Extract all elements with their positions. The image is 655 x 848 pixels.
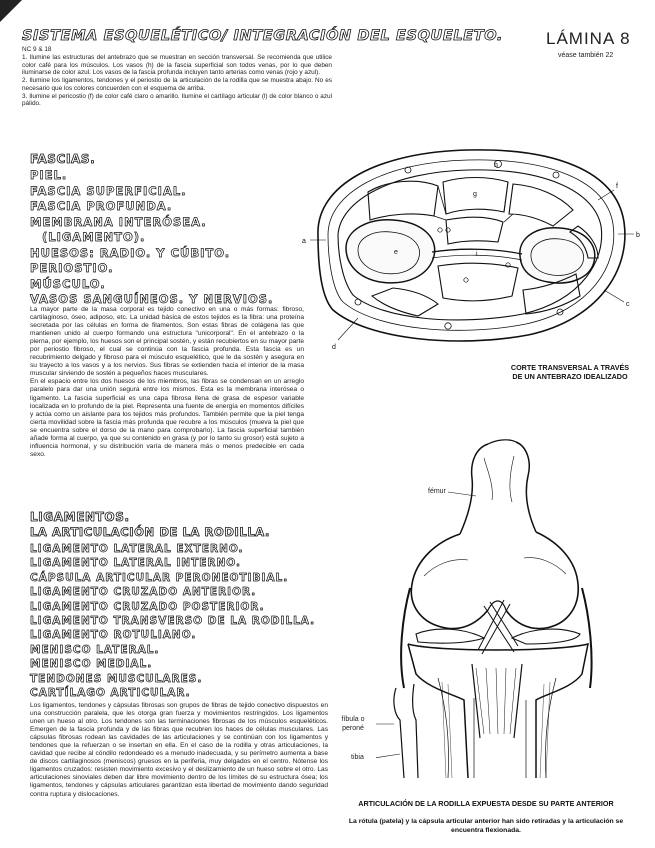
fascias-paragraph-1: La mayor parte de la masa corporal es tejido conectivo en una o más formas: fibroso, cartilaginoso, óseo, adiposo, etc. La unidad básica de estos tejidos es la fibra: una proteína secretada por las células en forma de filamentos. Son estas fibras de colágena las que mantienen unido al cuerpo formando una estructura "unicorporal". En el antebrazo o la pierna, por ejemplo, los huesos son el principal sostén, y están recubiertos en su mayor parte por periostio fibroso, el cual se continúa con la fascia profunda. Esta fascia es un recubrimiento delgado y fibroso para el músculo esquelético, que le da sostén y asegura en su trayecto a los vasos y a los nervios. Sus fibras se extienden hacia el interior de la masa muscular sirviendo de sostén a pequeños haces musculares.: [30, 306, 304, 378]
fascias-text: [30, 306, 304, 459]
lig-item-rotuliano: LIGAMENTO ROTULIANO.: [30, 629, 197, 642]
cross-label-g: g: [473, 191, 477, 198]
fascias-item-musculo: MÚSCULO.: [30, 276, 106, 291]
label-fibula: fíbula o peroné: [341, 716, 365, 732]
fascias-list: [30, 168, 273, 308]
ligamentos-paragraph-1: Los ligamentos, tendones y cápsulas fibrosas son grupos de fibras de tejido conectivo dispuestos en una construcción paralela, que les otorga gran fuerza y movimientos restringidos. Los ligamentos unen un hueso al otro. Los tendones son las terminaciones fibrosas de los músculos esqueléticos. Emergen de la fascia profunda y de las fibras que recubren los haces de células musculares. Las cápsulas fibrosas rodean las cavidades de las articulaciones y se continúan con los ligamentos y tendones que la refuerzan o se insertan en ella. En el caso de la rodilla y otras articulaciones, la cavidad que recibe al cóndilo redondeado es a menudo inadecuada, y su perímetro aumenta a base de discos cartilaginosos (meniscos) gruesos en la periferia, muy delgados en el centro. Nótense los ligamentos cruzados: resisten movimiento excesivo y el deslizamiento de un hueso sobre el otro. Las articulaciones sinoviales deben dar libre movimiento dentro de los límites de su estructura ósea; los ligamentos, tendones y cápsulas articulares garantizan esta libertad de movimiento dando seguridad contra ruptura y dislocaciones.: [30, 702, 328, 798]
knee-heading: LA ARTICULACIÓN DE LA RODILLA.: [30, 525, 270, 539]
label-femur: fémur: [428, 488, 446, 495]
instruction-3: 3. Ilumine el pericostio (f) de color café claro o amarillo. Ilumine el cartílago articular (l) de color blanco o azul pálido.: [22, 92, 332, 108]
fascias-item-huesos: HUESOS: RADIO. Y CÚBITO.: [30, 245, 231, 260]
cross-label-a: a: [302, 238, 306, 245]
lig-item-cruzado-anterior: LIGAMENTO CRUZADO ANTERIOR.: [30, 586, 257, 599]
label-tibia: tibia: [351, 754, 364, 761]
cross-label-d: d: [332, 344, 336, 351]
instructions-code: NC 9 & 18: [22, 46, 52, 53]
instruction-1: 1. Ilumine las estructuras del antebrazo que se muestran en sección transversal. Se recomienda que utilice color café para los músculos. Los vasos (h) de la fascia superficial son todos venas, por lo que deben iluminarse de color azul. Los vasos de la fascia profunda incluyen tanto arterias como venas (rojo y azul).: [22, 54, 332, 77]
lig-item-menisco-medial: MENISCO MEDIAL.: [30, 658, 153, 671]
lig-item-cartilago: CARTÍLAGO ARTICULAR.: [30, 687, 191, 700]
knee-joint-figure: [376, 438, 626, 790]
fascias-item-piel: PIEL.: [30, 168, 68, 182]
lig-item-transverso: LIGAMENTO TRANSVERSO DE LA RODILLA.: [30, 615, 316, 628]
cross-section-caption: CORTE TRANSVERSAL A TRAVÉS DE UN ANTEBRAZO IDEALIZADO: [510, 363, 630, 381]
lig-item-capsula: CÁPSULA ARTICULAR PERONEOTIBIAL.: [30, 571, 289, 584]
lig-item-lateral-interno: LIGAMENTO LATERAL INTERNO.: [30, 557, 241, 570]
ligamentos-list: [30, 542, 315, 700]
instructions-block: [22, 46, 332, 108]
cross-label-c: c: [626, 301, 630, 308]
cross-label-e: e: [394, 249, 398, 256]
cross-label-h: h: [494, 162, 498, 169]
fascias-item-ligamento: (LIGAMENTO).: [42, 230, 146, 244]
cross-label-f: f: [616, 183, 618, 190]
forearm-cross-section-figure: [298, 130, 643, 368]
knee-caption: ARTICULACIÓN DE LA RODILLA EXPUESTA DESDE SU PARTE ANTERIOR: [358, 799, 614, 808]
plate-number: LÁMINA 8: [546, 29, 631, 48]
cross-label-b: b: [636, 232, 640, 239]
page-title: SISTEMA ESQUELÉTICO/ INTEGRACIÓN DEL ESQUELETO.: [22, 28, 503, 44]
lig-item-lateral-externo: LIGAMENTO LATERAL EXTERNO.: [30, 543, 244, 555]
fascias-paragraph-2: En el espacio entre los dos huesos de los miembros, las fibras se condensan en un arreglo paralelo para dar una unión segura entre los mismos. Esta es la membrana interósea o ligamento. La fascia superficial es una capa fibrosa llena de grasa de espesor variable localizada en lo profundo de la piel. Representa una fuente de energía en momentos difíciles y actúa como un aislante para los tejidos más profundos. También permite que la piel tenga cierta movilidad sobre la fascia más profunda que recubre a los músculos (mueva la piel que se encuentra sobre el dorso de la mano para comprobarlo). La fascia superficial también añade forma al cuerpo, ya que su contenido en grasa (y por lo tanto su grosor) está sujeto a influencia hormonal, y su distribución varía de manera más o menos predecible en cada sexo.: [30, 378, 304, 458]
fascias-item-profunda: FASCIA PROFUNDA.: [30, 199, 173, 213]
lig-item-menisco-lateral: MENISCO LATERAL.: [30, 643, 160, 656]
fascias-item-superficial: FASCIA SUPERFICIAL.: [30, 183, 187, 198]
lig-item-cruzado-posterior: LIGAMENTO CRUZADO POSTERIOR.: [30, 600, 265, 613]
page-corner-mark: [0, 0, 22, 22]
ligamentos-text: [30, 702, 328, 799]
fascias-item-membrana: MEMBRANA INTERÓSEA.: [30, 214, 207, 229]
cross-label-i: i: [476, 251, 478, 258]
ligamentos-heading: LIGAMENTOS.: [30, 510, 130, 524]
lig-item-tendones: TENDONES MUSCULARES.: [30, 672, 203, 685]
fascias-item-periostio: PERIOSTIO.: [30, 261, 114, 275]
fascias-item-vasos: VASOS SANGUÍNEOS. Y NERVIOS.: [30, 292, 274, 306]
instruction-2: 2. Ilumine los ligamentos, tendones y el periostio de la articulación de la rodilla que se muestra abajo. No es necesario que los colores concuerden con el esquema de arriba.: [22, 77, 332, 92]
knee-subcaption: La rótula (patela) y la cápsula articular anterior han sido retiradas y la articulación se encuentra flexionada.: [348, 818, 624, 834]
see-also-note: véase también 22: [558, 52, 614, 59]
fascias-heading: FASCIAS.: [30, 152, 96, 166]
